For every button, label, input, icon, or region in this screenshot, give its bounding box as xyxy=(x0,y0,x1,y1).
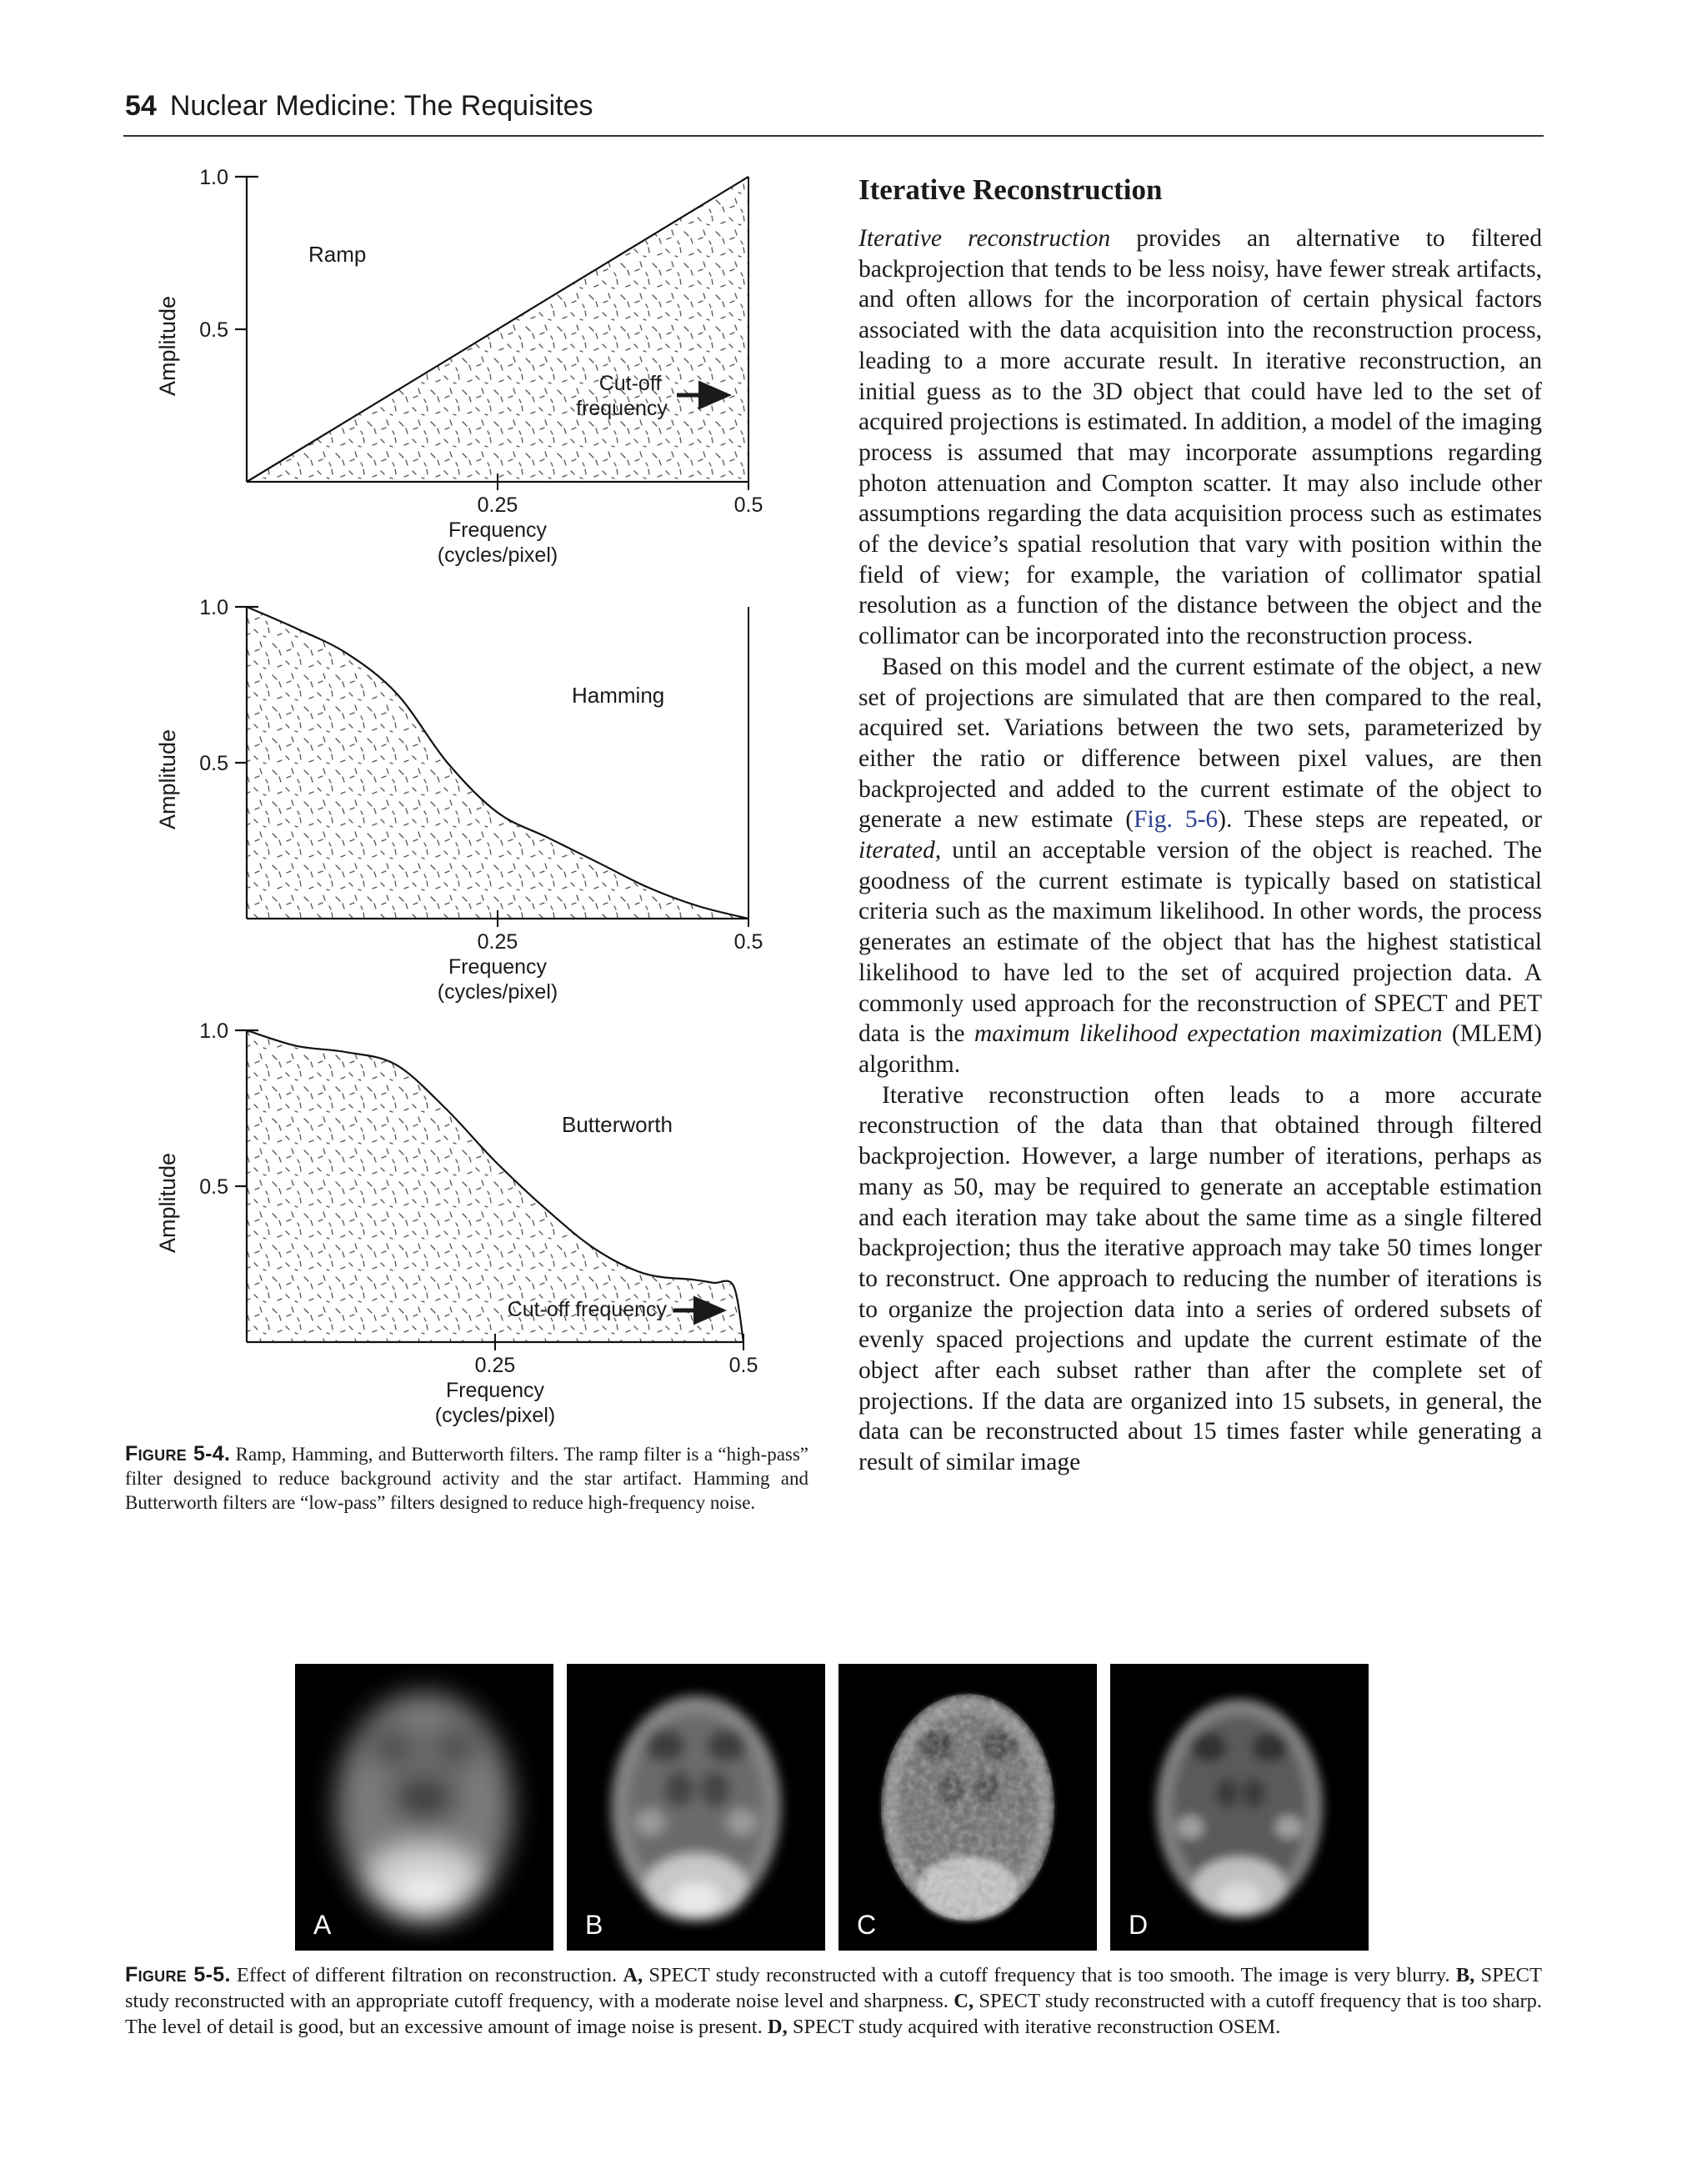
butterworth-y-label: Amplitude xyxy=(155,1152,180,1254)
spect-image-a xyxy=(295,1664,553,1951)
term-mlem: maximum likelihood expectation maximization xyxy=(974,1020,1443,1048)
fig5-caption-b-label: B, xyxy=(1455,1964,1475,1986)
section-heading: Iterative Reconstruction xyxy=(859,173,1163,206)
ramp-x-label-units: (cycles/pixel) xyxy=(437,543,558,567)
hamming-x-tick-025: 0.25 xyxy=(477,930,518,954)
paragraph-2-text-b: ). These steps are repeated, or xyxy=(1218,806,1542,834)
hamming-x-label: Frequency xyxy=(448,955,548,979)
page-number: 54 xyxy=(125,90,157,122)
figure-5-4-label: Figure 5-4. xyxy=(125,1442,231,1465)
term-iterative-reconstruction: Iterative reconstruction xyxy=(859,225,1111,252)
fig5-caption-d-label: D, xyxy=(767,2016,788,2038)
ramp-x-tick-025: 0.25 xyxy=(477,493,518,517)
ramp-x-label: Frequency xyxy=(448,518,548,542)
hamming-x-label-units: (cycles/pixel) xyxy=(437,980,558,1004)
hamming-filter-area xyxy=(247,607,748,919)
hamming-y-tick-05: 0.5 xyxy=(199,752,228,775)
fig5-caption-c-label: C, xyxy=(954,1990,974,2012)
paragraph-2 xyxy=(859,652,1542,1080)
paragraph-3: Iterative reconstruction often leads to a more accurate reconstruction of the data than that obtained through filtered backprojection. However, a large number of iterations, perhaps as many as 50, may be required to generate an acceptable estimation and each iteration may take about the same time as a single filtered backprojection; thus the iterative approach may take 50 times longer to reconstruct. One approach to reducing the number of iterations is to organize the projection data into a series of ordered subsets of evenly spaced projections and update the current estimate of the object after each subset rather than after the complete set of projections. If the data are organized into 15 subsets, in general, the data can be reconstructed about 15 times faster while generating a result of similar image xyxy=(859,1081,1542,1476)
panel-label-c: C xyxy=(857,1910,877,1940)
figure-5-5-images xyxy=(295,1664,1369,1951)
ramp-y-tick-05: 0.5 xyxy=(199,318,228,342)
spect-image-b xyxy=(567,1664,825,1951)
article-column xyxy=(859,173,1542,1478)
figure-5-5-label: Figure 5-5. xyxy=(125,1963,231,1986)
butterworth-x-tick-025: 0.25 xyxy=(474,1354,516,1377)
figure-5-4-caption xyxy=(125,1442,808,1515)
paragraph-2-text-a: Based on this model and the current estimate of the object, a new set of projections are simulated that are then compared to the real, acquired set. Variations between the two sets, parameterized by either the ratio or difference between pixel values, are then backprojected and added to the current estimate of the object to generate a new estimate ( xyxy=(859,653,1542,834)
figure-5-6-link[interactable]: Fig. 5-6 xyxy=(1134,806,1219,834)
fig5-caption-c: SPECT study reconstructed with a cutoff frequency that is too sharp. The level of detail is good, but an excessive amount of image noise is present. xyxy=(125,1990,1542,2038)
book-title: Nuclear Medicine: The Requisites xyxy=(169,90,593,122)
ramp-x-tick-05: 0.5 xyxy=(733,493,763,517)
hamming-chart xyxy=(155,596,763,1004)
ramp-chart xyxy=(155,166,763,567)
fig5-caption-b: SPECT study reconstructed with an appropriate cutoff frequency, with a moderate noise level and sharpness. xyxy=(125,1964,1542,2012)
running-head xyxy=(125,90,1542,133)
header-rule xyxy=(123,135,1544,137)
butterworth-title: Butterworth xyxy=(562,1112,673,1137)
fig5-caption-a: SPECT study reconstructed with a cutoff frequency that is too smooth. The image is very blurry. xyxy=(643,1964,1456,1986)
panel-label-b: B xyxy=(585,1910,603,1940)
ramp-cutoff-label: Cut-off xyxy=(598,372,662,395)
ramp-y-tick-1: 1.0 xyxy=(199,166,228,189)
spect-image-d xyxy=(1110,1664,1369,1951)
butterworth-y-tick-1: 1.0 xyxy=(199,1019,228,1043)
hamming-y-label: Amplitude xyxy=(155,729,180,830)
ramp-title: Ramp xyxy=(308,242,367,267)
hamming-title: Hamming xyxy=(572,683,665,708)
term-iterated: iterated, xyxy=(859,837,942,864)
hamming-x-tick-05: 0.5 xyxy=(733,930,763,954)
butterworth-x-label: Frequency xyxy=(445,1379,545,1402)
ramp-y-label: Amplitude xyxy=(155,295,180,397)
butterworth-x-tick-05: 0.5 xyxy=(728,1354,758,1377)
butterworth-cutoff-label: Cut-off frequency xyxy=(507,1298,667,1321)
figure-5-4-caption-text: Ramp, Hamming, and Butterworth filters. The ramp filter is a “high-pass” filter designed to reduce background activity and the star artifact. Hamming and Butterworth filters are “low-pass” filters designed to reduce high-frequency noise. xyxy=(125,1444,809,1513)
ramp-cutoff-label-2: frequency xyxy=(576,397,668,420)
butterworth-chart xyxy=(155,1019,758,1427)
figure-5-5-caption xyxy=(125,1962,1542,2040)
panel-label-a: A xyxy=(313,1910,332,1940)
butterworth-filter-area xyxy=(247,1030,743,1342)
paragraph-1-text: provides an alternative to filtered backprojection that tends to be less noisy, have fewer streak artifacts, and often allows for the incorporation of certain physical factors associated with the data acquisition into the reconstruction process, leading to a more accurate result. In iterative reconstruction, an initial guess as to the 3D object that could have led to the set of acquired projections is estimated. In addition, a model of the imaging process is assumed that may incorporate assumptions regarding photon attenuation and Compton scatter. It may also include other assumptions regarding the data acquisition process such as estimates of the device’s spatial resolution that vary with position within the field of view; for example, the variation of collimator spatial resolution as a function of the distance between the object and the collimator can be incorporated into the reconstruction process. xyxy=(859,225,1543,650)
fig5-caption-a-label: A, xyxy=(623,1964,643,1986)
panel-label-d: D xyxy=(1129,1910,1149,1940)
fig5-caption-d: SPECT study acquired with iterative reconstruction OSEM. xyxy=(787,2016,1281,2038)
hamming-y-tick-1: 1.0 xyxy=(199,596,228,619)
butterworth-x-label-units: (cycles/pixel) xyxy=(434,1404,556,1427)
spect-image-c xyxy=(838,1664,1097,1951)
figure-5-4-charts xyxy=(125,150,792,1434)
paragraph-2-text-d: (MLEM) algorithm. xyxy=(859,1020,1542,1078)
paragraph-2-text-c: until an acceptable version of the object is reached. The goodness of the current estimate is typically based on statistical criteria such as the maximum likelihood. In other words, the process generates an estimate of the object that has the highest statistical likelihood to have led to the set of acquired projection data. A commonly used approach for the reconstruction of SPECT and PET data is the xyxy=(859,837,1542,1048)
fig5-caption-intro: Effect of different filtration on reconstruction. xyxy=(230,1964,623,1986)
butterworth-y-tick-05: 0.5 xyxy=(199,1175,228,1199)
paragraph-1 xyxy=(859,223,1542,652)
